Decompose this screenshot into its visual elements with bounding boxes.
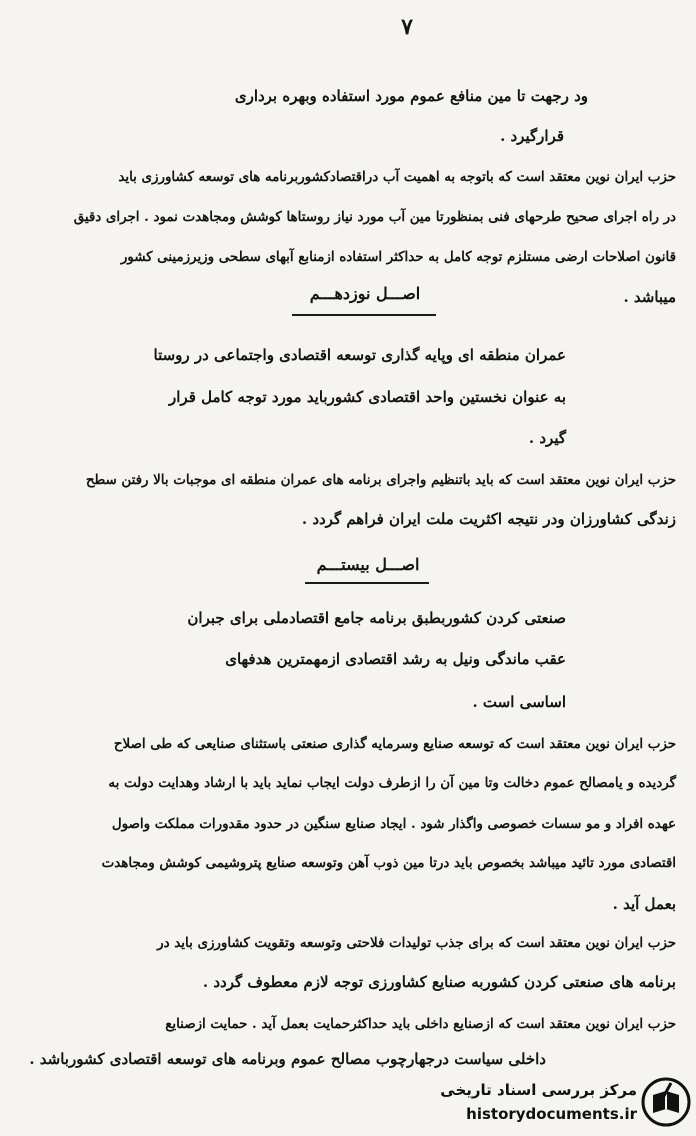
- text-line: ود رجهت تا مین منافع عموم مورد استفاده وبهره برداری: [234, 87, 588, 105]
- text-line: صنعتی کردن کشوربطبق برنامه جامع اقتصادملی برای جبران: [187, 609, 566, 627]
- heading-underline: [292, 314, 436, 316]
- section-heading-20: اصـــل بیستـــم: [316, 555, 420, 574]
- text-line: حزب ایران نوین معتقد است که باید باتنظیم واجرای برنامه های عمران منطقه ای موجبات بالا رفتن سطح: [85, 472, 676, 488]
- text-line: عقب ماندگی ونیل به رشد اقتصادی ازمهمترین هدفهای: [225, 650, 566, 668]
- watermark-logo: [410, 1073, 695, 1133]
- text-line: اساسی است .: [472, 693, 566, 711]
- text-line: گردیده و یامصالح عموم دخالت وتا مین آن را ازطرف دولت ایجاب نماید باید با ارشاد وهدایت دولت به: [108, 775, 676, 791]
- logo-domain: historydocuments.ir: [466, 1105, 637, 1123]
- section-heading-19: اصـــل نوزدهـــم: [309, 284, 421, 303]
- text-line: در راه اجرای صحیح طرحهای فنی بمنظورتا مین آب مورد نیاز روستاها کوشش ومجاهدت نمود . اجرای دقیق: [73, 209, 676, 225]
- text-line: حزب ایران نوین معتقد است که توسعه صنایع وسرمایه گذاری صنعتی باستثنای صنایعی که طی اصلاح: [113, 736, 676, 752]
- text-line: گیرد .: [528, 429, 566, 447]
- text-line: عمران منطقه ای وپایه گذاری توسعه اقتصادی واجتماعی در روستا: [153, 346, 566, 364]
- text-line: بعمل آید .: [612, 895, 676, 913]
- text-line: عهده افراد و مو سسات خصوصی واگذار شود . ایجاد صنایع سنگین در حدود مقدورات مملکت واصول: [111, 816, 676, 832]
- text-line: قانون اصلاحات ارضی مستلزم توجه کامل به حداکثر استفاده ازمنابع آبهای سطحی وزیرزمینی کشور: [120, 249, 676, 265]
- heading-underline: [305, 582, 429, 584]
- text-line: قرارگیرد .: [500, 127, 564, 145]
- text-line: میباشد .: [623, 288, 676, 306]
- text-line: اقتصادی مورد تائید میباشد بخصوص باید درتا مین ذوب آهن وتوسعه صنایع پتروشیمی کوشش ومجاهدت: [101, 855, 676, 871]
- text-line: حزب ایران نوین معتقد است که ازصنایع داخلی باید حداکثرحمایت بعمل آید . حمایت ازصنایع: [165, 1016, 676, 1032]
- logo-name: مرکز بررسی اسناد تاریخی: [440, 1081, 637, 1099]
- text-line: حزب ایران نوین معتقد است که برای جذب تولیدات فلاحتی وتوسعه وتقویت کشاورزی باید در: [157, 935, 676, 951]
- text-line: حزب ایران نوین معتقد است که باتوجه به اهمیت آب دراقتصادکشوربرنامه های توسعه کشاورزی باید: [118, 169, 676, 185]
- text-line: زندگی کشاورزان ودر نتیجه اکثریت ملت ایران فراهم گردد .: [301, 510, 676, 528]
- text-line: به عنوان نخستین واحد اقتصادی کشورباید مورد توجه کامل قرار: [169, 388, 566, 406]
- book-quill-icon: [641, 1077, 691, 1127]
- page-number: ۷: [401, 14, 413, 40]
- text-line: داخلی سیاست درجهارچوب مصالح عموم وبرنامه های توسعه اقتصادی کشورباشد .: [29, 1050, 546, 1068]
- text-line: برنامه های صنعتی کردن کشوربه صنایع کشاورزی توجه لازم معطوف گردد .: [202, 973, 676, 991]
